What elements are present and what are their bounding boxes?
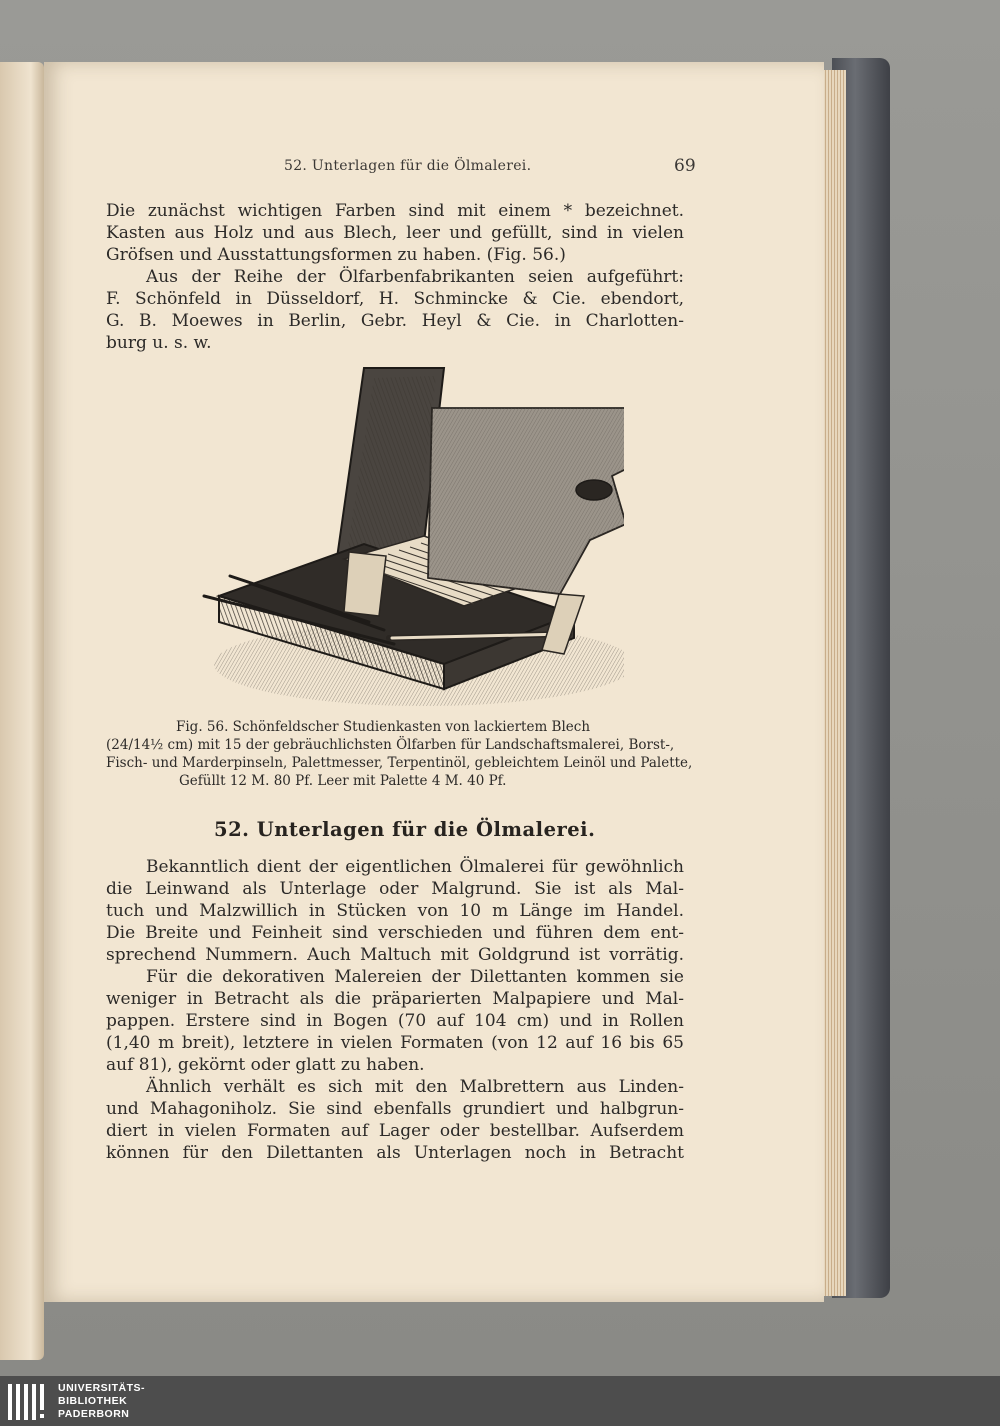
text-line: Ähnlich verhält es sich mit den Malbrettern aus Linden- (146, 1077, 684, 1097)
text-line: weniger in Betracht als die präparierten Malpapiere und Mal- (106, 989, 684, 1009)
figure-caption-line: Gefüllt 12 M. 80 Pf. Leer mit Palette 4 M. 40 Pf. (179, 773, 507, 789)
text-line: Kasten aus Holz und aus Blech, leer und gefüllt, sind in vielen (106, 223, 684, 243)
text-line: auf 81), gekörnt oder glatt zu haben. (106, 1055, 425, 1075)
footer-line: PADERBORN (58, 1408, 130, 1420)
left-page-edge (0, 62, 44, 1360)
footer-line: UNIVERSITÄTS- (58, 1382, 146, 1394)
text-line: Die zunächst wichtigen Farben sind mit einem * bezeichnet. (106, 201, 684, 221)
text-line: tuch und Malzwillich in Stücken von 10 m Länge im Handel. (106, 901, 684, 921)
figure-caption-line: (24/14½ cm) mit 15 der gebräuchlichsten Ölfarben für Landschaftsmalerei, Borst-, (106, 737, 675, 753)
text-line: die Leinwand als Unterlage oder Malgrund. Sie ist als Mal- (106, 879, 684, 899)
library-logo-icon (6, 1380, 50, 1424)
text-line: pappen. Erstere sind in Bogen (70 auf 104 cm) und in Rollen (106, 1011, 684, 1031)
page-number: 69 (674, 156, 696, 176)
library-footer (0, 1376, 1000, 1426)
book-page (44, 62, 824, 1302)
text-line: F. Schönfeld in Düsseldorf, H. Schmincke & Cie. ebendort, (106, 289, 684, 309)
text-line: diert in vielen Formaten auf Lager oder bestellbar. Aufserdem (106, 1121, 684, 1141)
text-line: Gröfsen und Ausstattungsformen zu haben. (Fig. 56.) (106, 245, 566, 265)
running-head: 52. Unterlagen für die Ölmalerei. (284, 158, 532, 174)
text-line: burg u. s. w. (106, 333, 212, 353)
text-line: G. B. Moewes in Berlin, Gebr. Heyl & Cie. in Charlotten- (106, 311, 684, 331)
text-line: sprechend Nummern. Auch Maltuch mit Goldgrund ist vorrätig. (106, 945, 684, 965)
text-line: Für die dekorativen Malereien der Dilettanten kommen sie (146, 967, 684, 987)
text-line: und Mahagoniholz. Sie sind ebenfalls grundiert und halbgrun- (106, 1099, 684, 1119)
text-line: Bekanntlich dient der eigentlichen Ölmalerei für gewöhnlich (146, 857, 684, 877)
section-heading: 52. Unterlagen für die Ölmalerei. (214, 818, 596, 841)
text-line: (1,40 m breit), letztere in vielen Formaten (von 12 auf 16 bis 65 (106, 1033, 684, 1053)
text-line: können für den Dilettanten als Unterlagen noch in Betracht (106, 1143, 684, 1163)
footer-line: BIBLIOTHEK (58, 1395, 128, 1407)
figure-caption-line: Fig. 56. Schönfeldscher Studienkasten von lackiertem Blech (176, 719, 591, 735)
paint-box-illustration (194, 364, 624, 716)
text-line: Die Breite und Feinheit sind verschieden und führen dem ent- (106, 923, 684, 943)
figure-caption-line: Fisch- und Marderpinseln, Palettmesser, Terpentinöl, gebleichtem Leinöl und Palette, (106, 755, 693, 771)
text-line: Aus der Reihe der Ölfarbenfabrikanten seien aufgeführt: (146, 267, 684, 287)
